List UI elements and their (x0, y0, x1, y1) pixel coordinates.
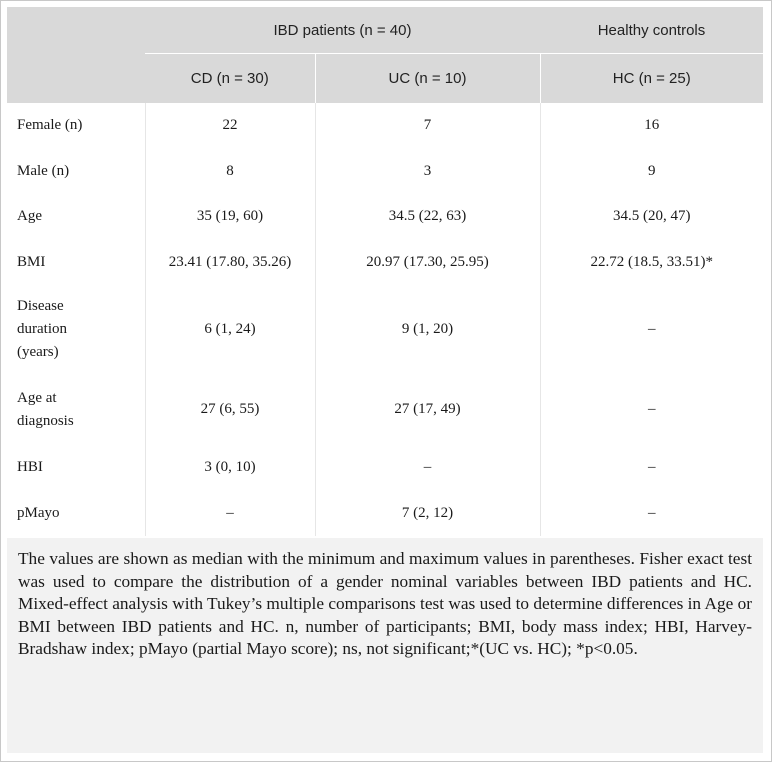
cell-uc: 27 (17, 49) (315, 374, 540, 445)
row-label: Disease duration (years) (7, 285, 145, 374)
row-label: pMayo (7, 491, 145, 537)
table-row (7, 194, 763, 240)
cell-cd: 35 (19, 60) (145, 194, 315, 240)
cell-hc: – (648, 401, 656, 417)
table-row (7, 240, 763, 286)
table-row (7, 491, 763, 537)
cell-hc: 34.5 (20, 47) (613, 208, 691, 225)
cell-cd: 8 (145, 149, 315, 195)
cell-uc: – (315, 445, 540, 491)
cell-uc: 9 (1, 20) (315, 285, 540, 374)
row-label: Age (7, 194, 145, 240)
header-group-ibd: IBD patients (n = 40) (145, 7, 540, 54)
table-row (7, 103, 763, 149)
cell-cd: 6 (1, 24) (145, 285, 315, 374)
header-row-groups (7, 7, 763, 54)
cell-cd: 22 (145, 103, 315, 149)
header-group-hc: Healthy controls (540, 7, 763, 54)
table-row (7, 285, 763, 374)
row-label: Male (n) (7, 149, 145, 195)
cell-cd: 27 (6, 55) (145, 374, 315, 445)
row-label: BMI (7, 240, 145, 286)
cell-uc: 3 (315, 149, 540, 195)
header-col-hc: HC (n = 25) (540, 54, 763, 104)
header-corner (7, 7, 145, 103)
header-col-cd: CD (n = 30) (145, 54, 315, 104)
cell-cd: – (145, 491, 315, 537)
table-row (7, 445, 763, 491)
header-col-uc: UC (n = 10) (315, 54, 540, 104)
cell-uc: 7 (2, 12) (315, 491, 540, 537)
table-footnote: The values are shown as median with the minimum and maximum values in parentheses. Fisher exact test was used to compare the distribution of a gender nominal variables between IBD patients and HC. Mixed-effect analysis with Tukey’s multiple comparisons test was used to determine differences in Age or BMI between IBD patients and HC. n, number of participants; BMI, body mass index; HBI, Harvey-Bradshaw index; pMayo (partial Mayo score); ns, not significant;*(UC vs. HC); *p<0.05. (7, 538, 763, 753)
cell-hc: 9 (648, 162, 656, 179)
cell-cd: 3 (0, 10) (145, 445, 315, 491)
table-row (7, 149, 763, 195)
row-label: Age at diagnosis (7, 374, 145, 445)
cell-hc: 16 (644, 117, 660, 134)
cell-hc: – (648, 504, 656, 521)
table-row (7, 374, 763, 445)
cell-uc: 7 (315, 103, 540, 149)
row-label: Female (n) (7, 103, 145, 149)
cell-hc: – (648, 459, 656, 476)
demographics-table (7, 7, 763, 536)
cell-uc: 34.5 (22, 63) (315, 194, 540, 240)
cell-hc: 22.72 (18.5, 33.51)* (590, 253, 713, 270)
row-label: HBI (7, 445, 145, 491)
cell-cd: 23.41 (17.80, 35.26) (145, 240, 315, 286)
cell-uc: 20.97 (17.30, 25.95) (315, 240, 540, 286)
cell-hc: – (648, 321, 656, 337)
